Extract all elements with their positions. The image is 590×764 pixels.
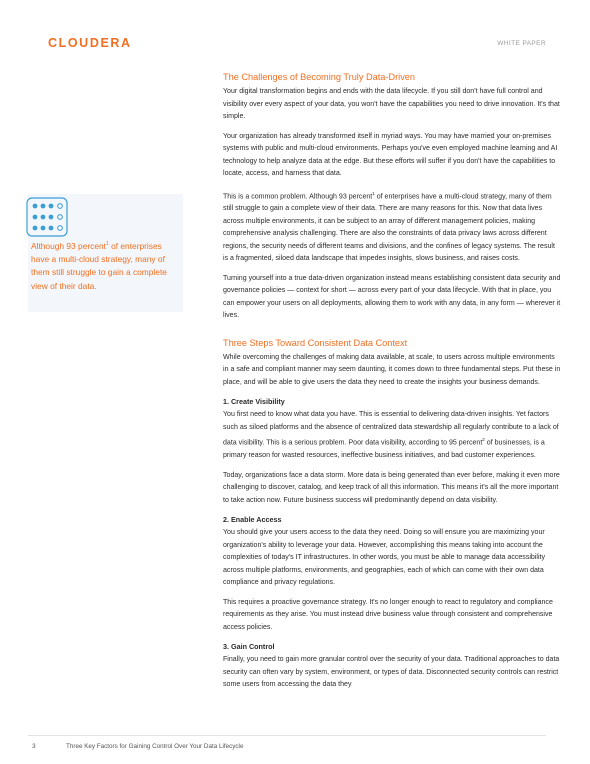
data-grid-dot [49, 226, 54, 231]
main-content [223, 71, 561, 699]
data-grid-dot-outline [58, 226, 63, 231]
data-grid-dot [33, 226, 38, 231]
paragraph: Turning yourself into a true data-driven organization instead means establishing consistent data security and governance policies — context for short — across every part of your data lifecycle. With that in place, you can empower your users on all deployments, allowing them to work with any data, in any form — wherever it lives. [223, 274, 561, 320]
data-grid-dot [41, 226, 46, 231]
pull-quote: Although 93 percent$^1$ of enterprises have a multi-cloud strategy, many of them still struggle to gain a complete view of their data. [31, 240, 167, 291]
data-grid-icon [26, 197, 68, 237]
paragraph: Your digital transformation begins and ends with the data lifecycle. If you still don't have full control and visibility over every aspect of your data, you won't have the capabilities you need to drive innovation. It's that simple. [223, 88, 560, 120]
paragraph: This requires a proactive governance strategy. It's no longer enough to react to regulatory and compliance requirements as they arise. You must instead drive business value through consistent and comprehensive access policies. [223, 598, 553, 631]
data-grid-dot [49, 204, 54, 209]
paragraph: Finally, you need to gain more granular control over the security of your data. Traditional approaches to data security can often vary by system, environment, or types of data. Disconnected security controls can restrict some users from accessing the data they [223, 656, 560, 689]
paragraph: You first need to know what data you have. This is essential to delivering data-driven insights. Yet factors such as siloed platforms and the absence of centralized data stewardship all regularly contribute to a lack of data visibility. This is a serious problem. Poor data visibility, according to 95 percent$^2$ of businesses, is a primary reason for wasted resources, ineffective business initiatives, and bad customer experiences. [223, 411, 559, 460]
section-heading-three-steps: Three Steps Toward Consistent Data Context [223, 337, 408, 348]
data-grid-dot [49, 215, 54, 220]
subheading-enable-access: 2. Enable Access [223, 515, 282, 525]
paragraph: This is a common problem. Although 93 percent$^1$ of enterprises have a multi-cloud strategy, many of them still struggle to gain a complete view of their data. There are many reasons for this. Now that data lives across multiple environments, it can be subject to an array of different management policies, making comprehensive analysis challenging. There are also the constraints of data privacy laws across different regions, the security needs of different teams and divisions, and the confines of legacy systems. The result is a fragmented, siloed data landscape that impedes insights, slows business, and raises costs. [223, 190, 555, 263]
subheading-gain-control: 3. Gain Control [223, 642, 275, 652]
data-grid-dot [33, 215, 38, 220]
paragraph: While overcoming the challenges of making data available, at scale, to users across multiple environments in a safe and compliant manner may seem daunting, it comes down to three fundamental steps. Put these in place, and will be able to give users the data they need to create the insights your business demands. [223, 353, 561, 386]
cloudera-logo: CLOUDERA [48, 36, 132, 50]
data-grid-dot [33, 204, 38, 209]
data-grid-dot [41, 204, 46, 209]
document-type-label: WHITE PAPER [497, 40, 546, 47]
paragraph: You should give your users access to the data they need. Doing so will ensure you are maximizing your organization's ability to leverage your data. However, accomplishing this means taking into account the complexities of today's IT infrastructures. In other words, you must be able to manage data accessibility across multiple platforms, environments, and geographies, each of which can come with their own data compliance and privacy regulations. [223, 529, 546, 587]
footer-title: Three Key Factors for Gaining Control Over Your Data Lifecycle [66, 743, 244, 750]
data-grid-dot-outline [58, 215, 63, 220]
data-grid-dot-outline [58, 204, 63, 209]
section-heading-challenges: The Challenges of Becoming Truly Data-Driven [223, 72, 416, 82]
page-number: 3 [32, 743, 36, 750]
paragraph: Your organization has already transformed itself in myriad ways. You may have married your on-premises systems with public and multi-cloud environments. Perhaps you've even employed machine learning and AI technology to help analyze data at the edge. But these efforts will suffer if you don't have the capabilities to locate, access, and harness that data. [223, 132, 558, 177]
subheading-create-visibility: 1. Create Visibility [223, 397, 285, 407]
footer-divider [28, 735, 546, 736]
data-grid-dot [41, 215, 46, 220]
paragraph: Today, organizations face a data storm. More data is being generated than ever before, making it even more challenging to discover, catalog, and keep track of all this information. This means it's all the more important to take action now. Future business success will predominantly depend on data visibility. [223, 471, 560, 504]
